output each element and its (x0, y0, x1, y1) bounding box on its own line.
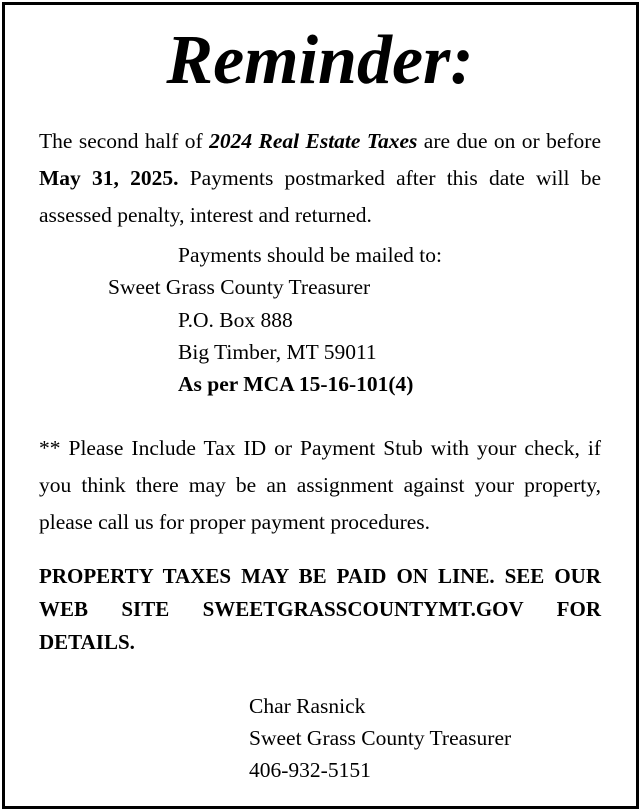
mailing-name: Sweet Grass County Treasurer (108, 275, 371, 299)
signature-title: Sweet Grass County Treasurer (249, 726, 512, 750)
statute-reference: As per MCA 15-16-101(4) (178, 372, 414, 396)
tax-id-note: ** Please Include Tax ID or Payment Stub with your check, if you think there may be an assignment against your property, please call us for proper payment procedures. (39, 436, 601, 534)
mailing-intro: Payments should be mailed to: (178, 243, 442, 267)
mailing-city: Big Timber, MT 59011 (178, 340, 377, 364)
mailing-box: P.O. Box 888 (178, 308, 293, 332)
due-text-2: are due on or before (417, 129, 602, 153)
tax-name: 2024 Real Estate Taxes (209, 129, 418, 153)
signature-phone: 406-932-5151 (249, 758, 371, 782)
due-text-3: Payments postmarked after this date will be assessed penalty, interest and returned. (39, 166, 601, 227)
notice-title: Reminder: (166, 22, 474, 99)
due-date-paragraph (39, 123, 601, 234)
due-text-1: The second half of (39, 129, 210, 153)
signature-name: Char Rasnick (249, 694, 366, 718)
due-date: May 31, 2025. (39, 166, 179, 190)
online-payment-notice: PROPERTY TAXES MAY BE PAID ON LINE. SEE OUR WEB SITE SWEETGRASSCOUNTYMT.GOV FOR DETAILS. (39, 564, 601, 654)
